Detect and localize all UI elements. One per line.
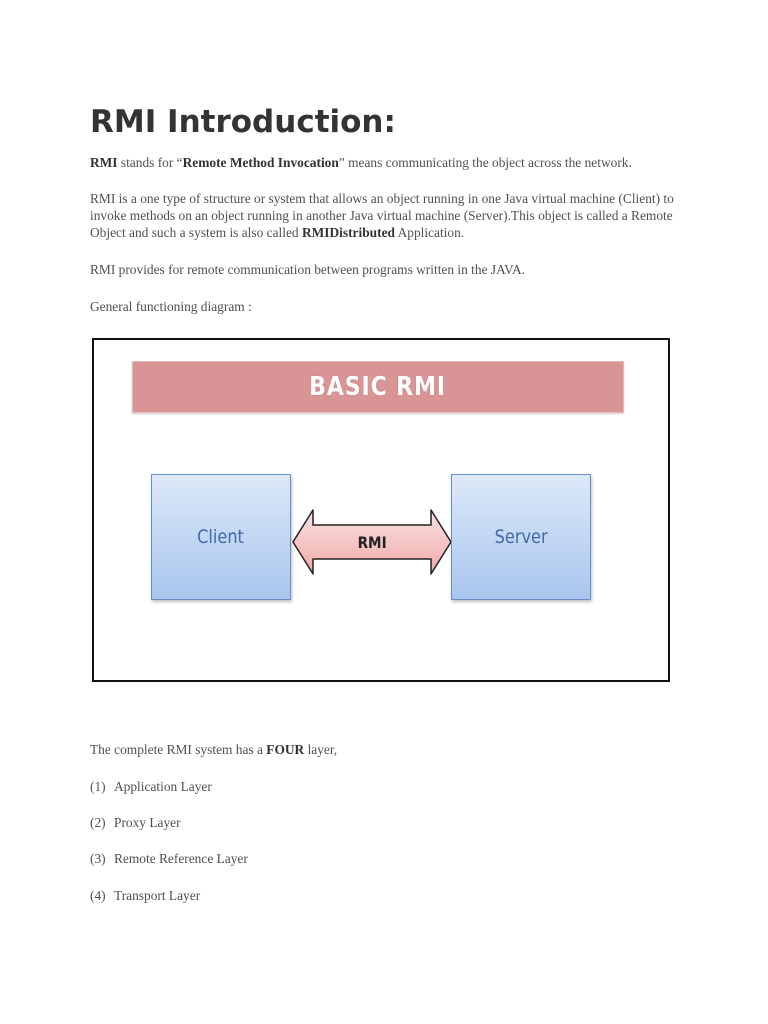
list-number: (1) [90,779,106,794]
paragraph-layers-intro [90,741,690,758]
list-item [90,779,212,795]
page-title: RMI Introduction: [90,104,396,140]
paragraph-rmi-definition [90,154,690,171]
arrow-label [291,508,453,576]
client-label: Client [197,526,245,548]
list-number: (2) [90,815,106,830]
list-item [90,851,248,867]
list-label: Proxy Layer [114,815,181,830]
text-span: layer, [304,742,338,757]
list-number: (4) [90,888,106,903]
term-rmi: RMI [90,155,118,170]
paragraph-remote-communication: RMI provides for remote communication between programs written in the JAVA. [90,262,525,277]
diagram-banner [132,361,624,413]
text-span: Application. [394,225,465,240]
paragraph-rmi-description [90,190,690,241]
basic-rmi-diagram [92,338,670,682]
list-label: Transport Layer [114,888,201,903]
term-expansion: Remote Method Invocation [182,155,339,170]
server-box [451,474,591,600]
list-label: Application Layer [114,779,212,794]
list-item [90,888,200,904]
text-span: stands for “ [117,155,183,170]
server-label: Server [494,526,548,548]
text-span: The complete RMI system has a [90,742,267,757]
list-number: (3) [90,851,106,866]
client-box [151,474,291,600]
paragraph-diagram-caption: General functioning diagram : [90,299,252,314]
term-distributed: RMIDistributed [301,225,395,240]
arrow-label-text: RMI [357,532,387,552]
list-item [90,815,181,831]
text-span: RMI is a one type of structure or system that allows an object running in one Java virtual machine (Client) to invoke methods on an object running in another Java virtual machine (Server).This object is called a Remote Object and such a system is also called [90,191,674,240]
list-label: Remote Reference Layer [114,851,248,866]
banner-title: BASIC RMI [309,372,447,402]
text-span: ” means communicating the object across the network. [338,155,632,170]
term-four: FOUR [266,742,305,757]
